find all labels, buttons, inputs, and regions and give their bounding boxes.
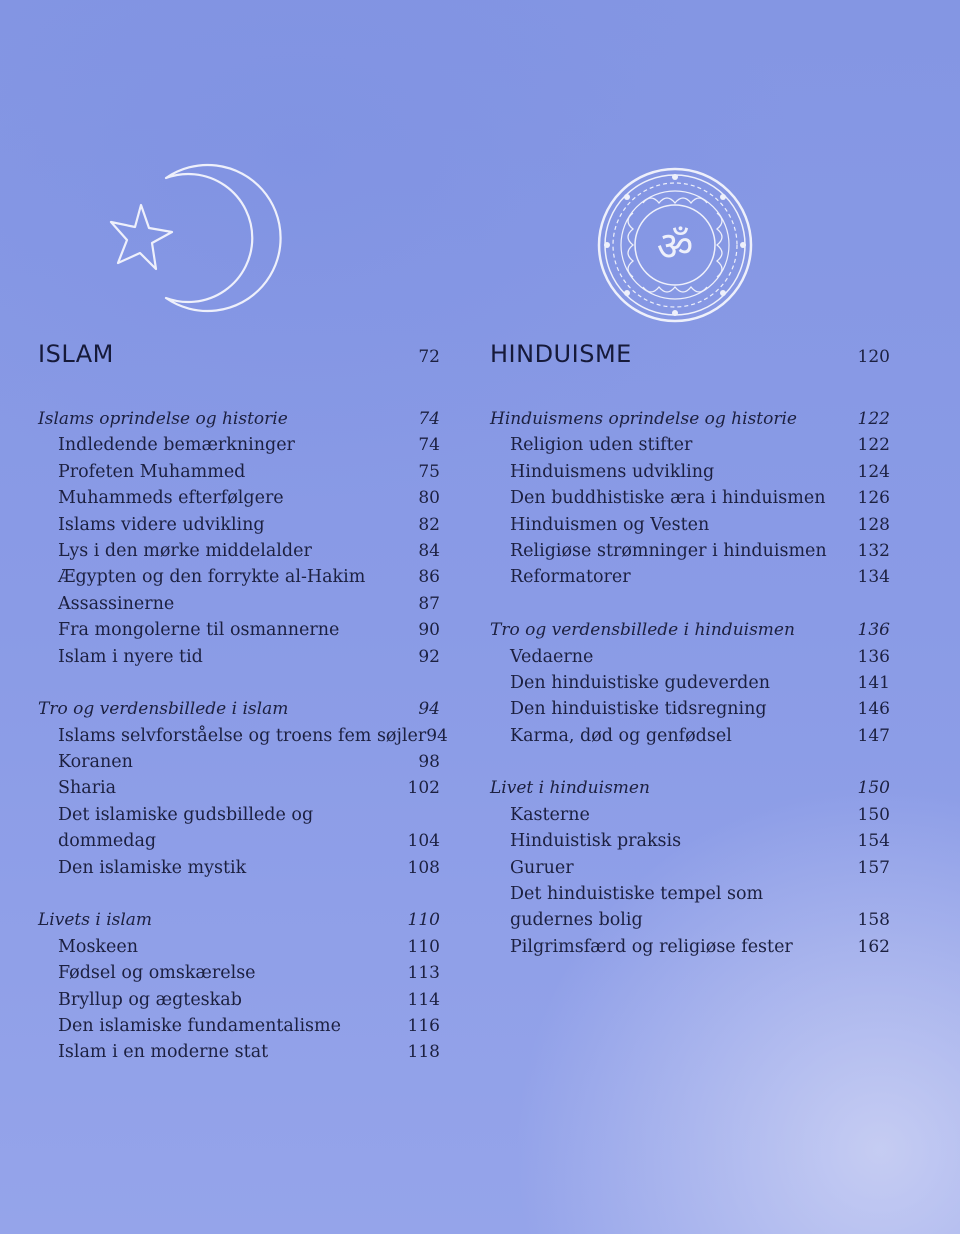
- page-number: 147: [857, 725, 890, 746]
- entry-label: Den hinduistiske gudeverden: [510, 672, 771, 693]
- toc-entry: [38, 512, 440, 538]
- section-page-number: 72: [418, 347, 440, 367]
- entry-label: Hinduistisk praksis: [510, 831, 682, 852]
- toc-group-heading: [38, 406, 440, 432]
- page-number: 108: [407, 857, 440, 878]
- page-number: 110: [407, 936, 440, 957]
- toc-entry: [490, 512, 890, 538]
- section-page-number: 120: [857, 347, 890, 367]
- page-number: 74: [418, 435, 440, 456]
- entry-label: Hinduismens udvikling: [510, 461, 715, 482]
- toc-entry: [38, 432, 440, 458]
- entry-label: Den islamiske fundamentalisme: [58, 1015, 341, 1036]
- toc-entry: [490, 881, 890, 907]
- page-number: 150: [857, 778, 890, 799]
- toc-entry: [38, 855, 440, 881]
- toc-entry: [490, 828, 890, 854]
- page-number: 126: [857, 488, 890, 509]
- entry-label: Islam i nyere tid: [58, 646, 203, 667]
- page-number: 90: [418, 620, 440, 641]
- page-number: 102: [407, 778, 440, 799]
- heading-label: Tro og verdensbillede i hinduismen: [490, 620, 795, 641]
- page-number: 86: [418, 567, 440, 588]
- toc-group: [490, 617, 890, 749]
- heading-label: Livet i hinduismen: [490, 778, 650, 799]
- toc-entry: [38, 723, 448, 749]
- page-number: 74: [418, 409, 440, 429]
- section-title: HINDUISME: [490, 340, 632, 368]
- toc-group-heading: [490, 775, 890, 801]
- heading-label: Tro og verdensbillede i islam: [38, 699, 289, 720]
- page-number: 87: [418, 593, 440, 614]
- entry-label: Profeten Muhammed: [58, 461, 246, 482]
- toc-entry: [38, 591, 440, 617]
- toc-entry: [38, 749, 440, 775]
- om-mandala-icon: [595, 165, 755, 325]
- toc-entry: [490, 696, 890, 722]
- page-number: 98: [418, 752, 440, 773]
- toc-entry: [38, 1039, 440, 1065]
- toc-entry: [490, 723, 890, 749]
- page-number: 116: [407, 1015, 440, 1036]
- page-number: 94: [418, 699, 440, 720]
- toc-group-heading: [490, 406, 890, 432]
- crescent-star-icon: [100, 160, 300, 320]
- toc-entry: [38, 644, 440, 670]
- toc-group-heading: [38, 907, 440, 933]
- entry-label: Islams selvforståelse og troens fem søjler: [58, 725, 427, 746]
- page-number: 113: [407, 963, 440, 984]
- page-number: 110: [407, 910, 440, 931]
- entry-label: Pilgrimsfærd og religiøse fester: [510, 936, 793, 957]
- toc-group: [38, 907, 440, 1065]
- toc-entry: [38, 1013, 440, 1039]
- toc-entry: [38, 459, 440, 485]
- toc-entry: [490, 644, 890, 670]
- page-number: 150: [857, 804, 890, 825]
- svg-text:ॐ: ॐ: [656, 224, 694, 270]
- page-number: 162: [857, 936, 890, 957]
- toc-entry: [38, 802, 440, 828]
- entry-label: Reformatorer: [510, 567, 631, 588]
- toc-entry: [490, 802, 890, 828]
- page-number: 75: [418, 461, 440, 482]
- entry-label: Moskeen: [58, 936, 139, 957]
- page-number: 134: [857, 567, 890, 588]
- page-number: 132: [857, 540, 890, 561]
- page-number: 157: [857, 857, 890, 878]
- entry-label: Indledende bemærkninger: [58, 435, 295, 456]
- entry-label: Det hinduistiske tempel som: [510, 884, 764, 905]
- toc-entry: [490, 432, 890, 458]
- page-number: 136: [857, 646, 890, 667]
- toc-entry: [38, 934, 440, 960]
- entry-label: Islams videre udvikling: [58, 514, 265, 535]
- toc-entry: [490, 485, 890, 511]
- toc-entry: [490, 907, 890, 933]
- toc-entry: [38, 828, 440, 854]
- entry-label: Ægypten og den forrykte al-Hakim: [58, 567, 366, 588]
- section-header-islam: [38, 340, 440, 380]
- page-number: 118: [407, 1042, 440, 1063]
- page-number: 80: [418, 488, 440, 509]
- toc-entry: [38, 538, 440, 564]
- heading-label: Islams oprindelse og historie: [38, 409, 288, 429]
- page-number: 82: [418, 514, 440, 535]
- toc-entry: [490, 934, 890, 960]
- toc-entry: [38, 960, 440, 986]
- page-number: 84: [418, 540, 440, 561]
- toc-group: [38, 406, 440, 670]
- toc-group: [38, 696, 448, 881]
- toc-group: [490, 406, 890, 591]
- toc-column-hinduisme: [490, 340, 890, 987]
- toc-entry: [38, 987, 440, 1013]
- entry-label: Islam i en moderne stat: [58, 1042, 269, 1063]
- heading-label: Hinduismens oprindelse og historie: [490, 409, 797, 429]
- entry-label: Fra mongolerne til osmannerne: [58, 620, 340, 641]
- section-title: ISLAM: [38, 340, 114, 368]
- page-number: 94: [426, 725, 448, 746]
- entry-label: Fødsel og omskærelse: [58, 963, 256, 984]
- entry-label: Sharia: [58, 778, 117, 799]
- page-number: 128: [857, 514, 890, 535]
- toc-group: [490, 775, 890, 960]
- page-number: 154: [857, 831, 890, 852]
- toc-entry: [38, 617, 440, 643]
- page-number: 146: [857, 699, 890, 720]
- toc-entry: [490, 564, 890, 590]
- page-number: 114: [407, 989, 440, 1010]
- toc-entry: [490, 670, 890, 696]
- toc-entry: [490, 855, 890, 881]
- entry-label: Lys i den mørke middelalder: [58, 540, 312, 561]
- entry-label: Muhammeds efterfølgere: [58, 488, 284, 509]
- toc-entry: [38, 485, 440, 511]
- heading-label: Livets i islam: [38, 910, 153, 931]
- entry-label: Guruer: [510, 857, 574, 878]
- entry-label: Koranen: [58, 752, 133, 773]
- toc-group-heading: [490, 617, 890, 643]
- toc-entry: [490, 538, 890, 564]
- section-header-hinduisme: [490, 340, 890, 380]
- entry-label: dommedag: [58, 831, 157, 852]
- toc-entry: [38, 775, 440, 801]
- entry-label: Kasterne: [510, 804, 590, 825]
- entry-label: Den hinduistiske tidsregning: [510, 699, 767, 720]
- toc-entry: [38, 564, 440, 590]
- entry-label: Religiøse strømninger i hinduismen: [510, 540, 827, 561]
- entry-label: Assassinerne: [58, 593, 175, 614]
- page-number: 104: [407, 831, 440, 852]
- entry-label: Religion uden stifter: [510, 435, 693, 456]
- page-number: 124: [857, 461, 890, 482]
- entry-label: Bryllup og ægteskab: [58, 989, 242, 1010]
- page-number: 122: [857, 409, 890, 429]
- entry-label: Den islamiske mystik: [58, 857, 247, 878]
- toc-group-heading: [38, 696, 440, 722]
- page-number: 122: [857, 435, 890, 456]
- toc-column-islam: [38, 340, 448, 1092]
- entry-label: Karma, død og genfødsel: [510, 725, 732, 746]
- entry-label: Det islamiske gudsbillede og: [58, 804, 314, 825]
- page-number: 158: [857, 910, 890, 931]
- toc-entry: [490, 459, 890, 485]
- page-number: 141: [857, 672, 890, 693]
- entry-label: Den buddhistiske æra i hinduismen: [510, 488, 826, 509]
- entry-label: gudernes bolig: [510, 910, 643, 931]
- entry-label: Vedaerne: [510, 646, 594, 667]
- page-number: 92: [418, 646, 440, 667]
- entry-label: Hinduismen og Vesten: [510, 514, 710, 535]
- page-number: 136: [857, 620, 890, 641]
